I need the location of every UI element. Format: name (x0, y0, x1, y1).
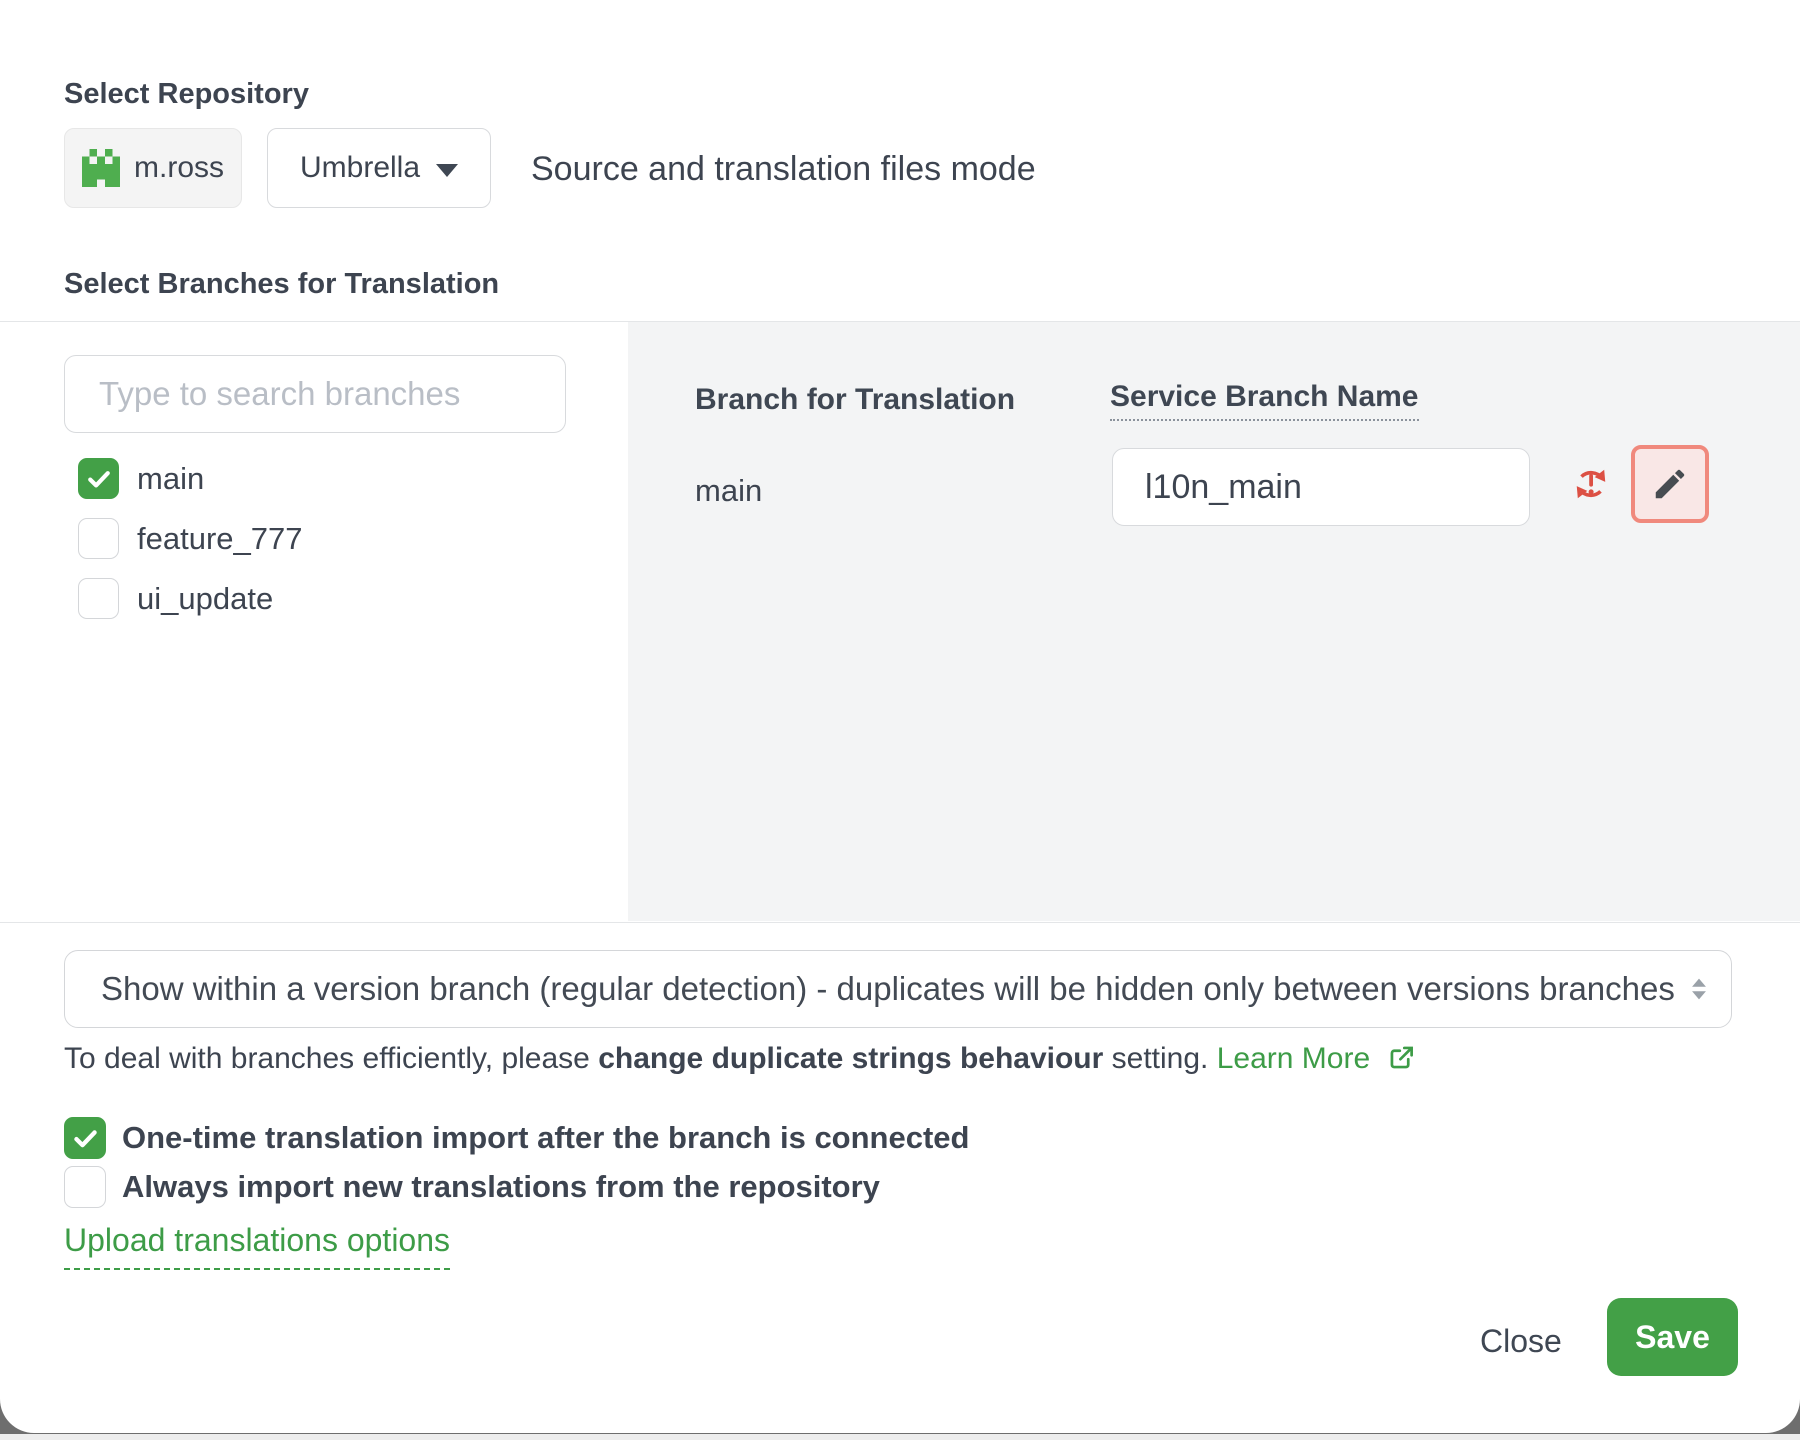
branch-row-ui-update[interactable] (78, 578, 273, 619)
service-branch-name-input[interactable] (1112, 448, 1530, 526)
repository-name: m.ross (134, 151, 224, 184)
branches-panel (0, 321, 1800, 923)
select-branches-label: Select Branches for Translation (64, 268, 500, 300)
branch-recreate-warning-icon (1572, 465, 1610, 503)
upload-translations-options-link[interactable]: Upload translations options (64, 1222, 450, 1270)
branch-row-feature-777[interactable] (78, 518, 302, 559)
one-time-import-label: One-time translation import after the branch is connected (122, 1120, 970, 1155)
save-button[interactable]: Save (1607, 1298, 1738, 1376)
column-header-service-branch[interactable]: Service Branch Name (1110, 380, 1419, 421)
learn-more-link[interactable]: Learn More (1216, 1042, 1371, 1075)
column-header-branch: Branch for Translation (695, 383, 1016, 416)
checkbox-unchecked[interactable] (78, 578, 119, 619)
edit-service-branch-button[interactable] (1631, 445, 1709, 523)
checkbox-unchecked[interactable] (64, 1166, 106, 1208)
checkbox-unchecked[interactable] (78, 518, 119, 559)
branch-row-main[interactable] (78, 458, 204, 499)
checkbox-checked-icon[interactable] (78, 458, 119, 499)
chevron-down-icon (436, 164, 458, 177)
service-row-branch-name: main (695, 473, 763, 508)
repository-button[interactable] (64, 128, 242, 208)
branch-search-input[interactable] (64, 355, 566, 433)
note-prefix: To deal with branches efficiently, please (64, 1042, 599, 1075)
branch-label: main (137, 460, 205, 496)
branch-label: feature_777 (137, 520, 303, 556)
duplicate-strings-selected-option: Show within a version branch (regular detection) - duplicates will be hidden only between versions branches (101, 970, 1675, 1007)
always-import-label: Always import new translations from the repository (122, 1169, 880, 1204)
duplicates-note (64, 1042, 1415, 1079)
close-button[interactable]: Close (1474, 1322, 1568, 1361)
files-mode-text: Source and translation files mode (531, 150, 1036, 188)
checkbox-checked-icon[interactable] (64, 1117, 106, 1159)
select-repository-label: Select Repository (64, 78, 309, 110)
service-branch-panel (628, 322, 1800, 921)
repository-group-dropdown[interactable] (267, 128, 491, 208)
pencil-icon (1651, 465, 1689, 503)
always-import-option[interactable] (64, 1166, 880, 1208)
branch-label: ui_update (137, 580, 274, 616)
one-time-import-option[interactable] (64, 1117, 969, 1159)
select-updown-icon (1685, 974, 1713, 1004)
external-link-icon[interactable] (1380, 1045, 1415, 1078)
note-bold: change duplicate strings behaviour (598, 1042, 1104, 1075)
repository-group-value: Umbrella (299, 151, 421, 184)
note-suffix: setting. (1103, 1042, 1217, 1075)
duplicate-strings-select[interactable] (64, 950, 1732, 1028)
repository-avatar-icon (82, 149, 120, 187)
